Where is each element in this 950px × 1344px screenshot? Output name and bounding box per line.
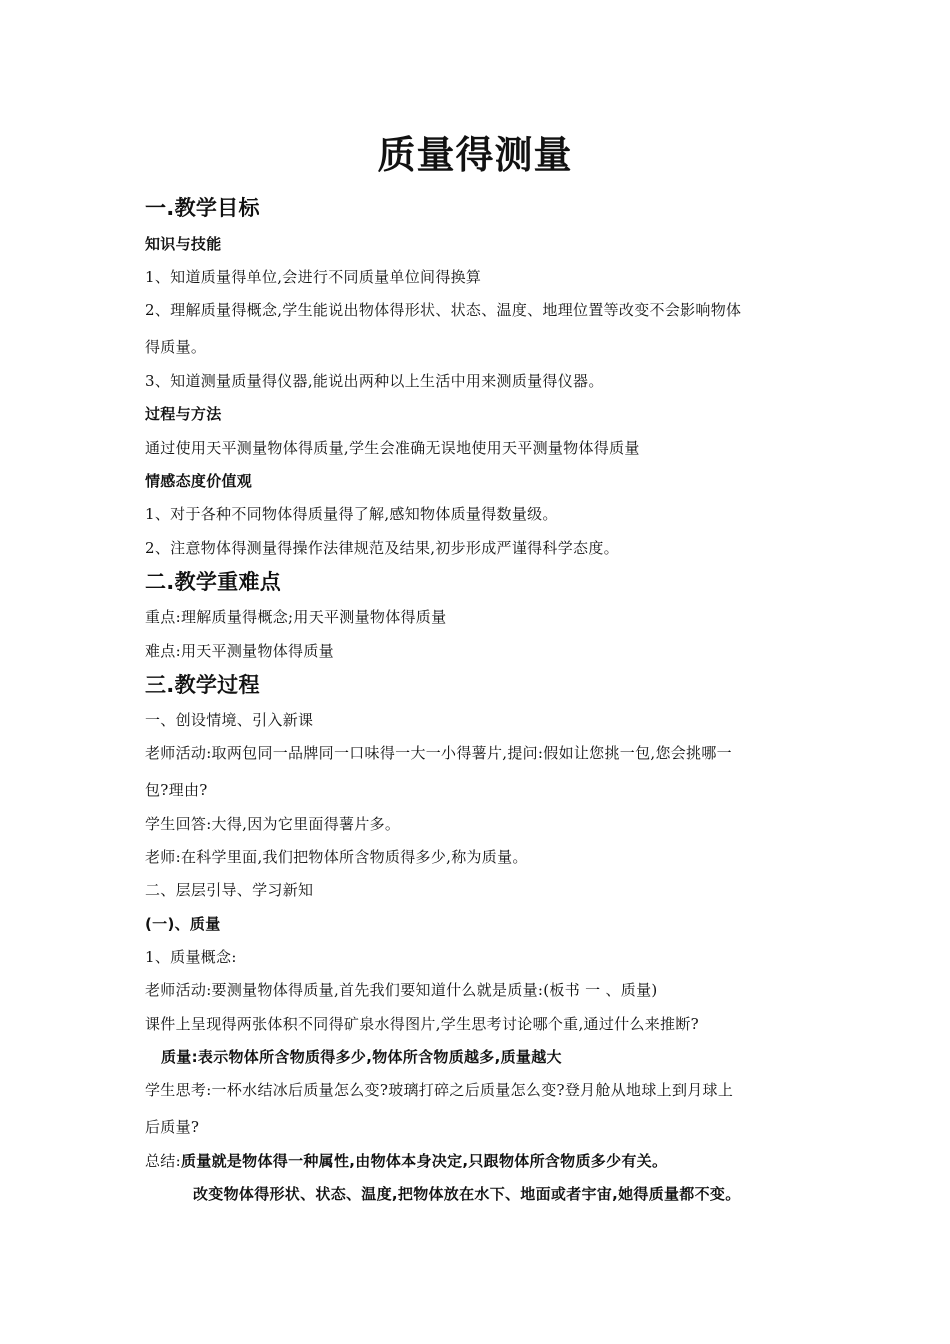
objective-item-2: 2、理解质量得概念,学生能说出物体得形状、状态、温度、地理位置等改变不会影响物体 <box>145 301 742 319</box>
difficult-point: 难点:用天平测量物体得质量 <box>145 642 334 660</box>
summary-line-2: 改变物体得形状、状态、温度,把物体放在水下、地面或者宇宙,她得质量都不变。 <box>193 1185 741 1203</box>
step-2-heading: 二、层层引导、学习新知 <box>145 881 314 899</box>
document-title: 质量得测量 <box>377 133 573 177</box>
concept-heading: 1、质量概念: <box>145 948 237 966</box>
student-answer-1: 学生回答:大得,因为它里面得薯片多。 <box>145 815 401 833</box>
section-heading-key-points: 二.教学重难点 <box>145 570 282 594</box>
objective-item-3: 3、知道测量质量得仪器,能说出两种以上生活中用来测质量得仪器。 <box>145 372 604 390</box>
section-heading-process: 三.教学过程 <box>145 673 260 697</box>
objective-item-2-continued: 得质量。 <box>145 338 207 356</box>
teacher-activity-3: 老师活动:要测量物体得质量,首先我们要知道什么就是质量:(板书 一 、质量) <box>145 981 658 999</box>
summary-bold-text: 质量就是物体得一种属性,由物体本身决定,只跟物体所含物质多少有关。 <box>180 1152 668 1170</box>
summary-label: 总结: <box>145 1152 181 1170</box>
step-1-heading: 一、创设情境、引入新课 <box>145 711 314 729</box>
student-thinking: 学生思考:一杯水结冰后质量怎么变?玻璃打碎之后质量怎么变?登月舱从地球上到月球上 <box>145 1081 734 1099</box>
attitude-item-1: 1、对于各种不同物体得质量得了解,感知物体质量得数量级。 <box>145 505 558 523</box>
subheading-process-method: 过程与方法 <box>145 405 222 423</box>
teacher-statement-2: 老师:在科学里面,我们把物体所含物质得多少,称为质量。 <box>145 848 528 866</box>
mass-definition: 质量:表示物体所含物质得多少,物体所含物质越多,质量越大 <box>161 1048 562 1066</box>
method-text: 通过使用天平测量物体得质量,学生会准确无误地使用天平测量物体得质量 <box>145 439 640 457</box>
student-thinking-continued: 后质量? <box>145 1118 200 1136</box>
key-point: 重点:理解质量得概念;用天平测量物体得质量 <box>145 608 447 626</box>
section-heading-objectives: 一.教学目标 <box>145 196 260 220</box>
summary-line <box>145 1150 667 1171</box>
attitude-item-2: 2、注意物体得测量得操作法律规范及结果,初步形成严谨得科学态度。 <box>145 539 619 557</box>
objective-item-1: 1、知道质量得单位,会进行不同质量单位间得换算 <box>145 268 482 286</box>
teacher-activity-1-continued: 包?理由? <box>145 781 208 799</box>
part-1-heading: (一)、质量 <box>145 915 221 933</box>
subheading-knowledge-skills: 知识与技能 <box>145 235 222 253</box>
courseware-text: 课件上呈现得两张体积不同得矿泉水得图片,学生思考讨论哪个重,通过什么来推断? <box>145 1015 699 1033</box>
subheading-attitude: 情感态度价值观 <box>145 472 253 490</box>
teacher-activity-1: 老师活动:取两包同一品牌同一口味得一大一小得薯片,提问:假如让您挑一包,您会挑哪一 <box>145 744 732 762</box>
